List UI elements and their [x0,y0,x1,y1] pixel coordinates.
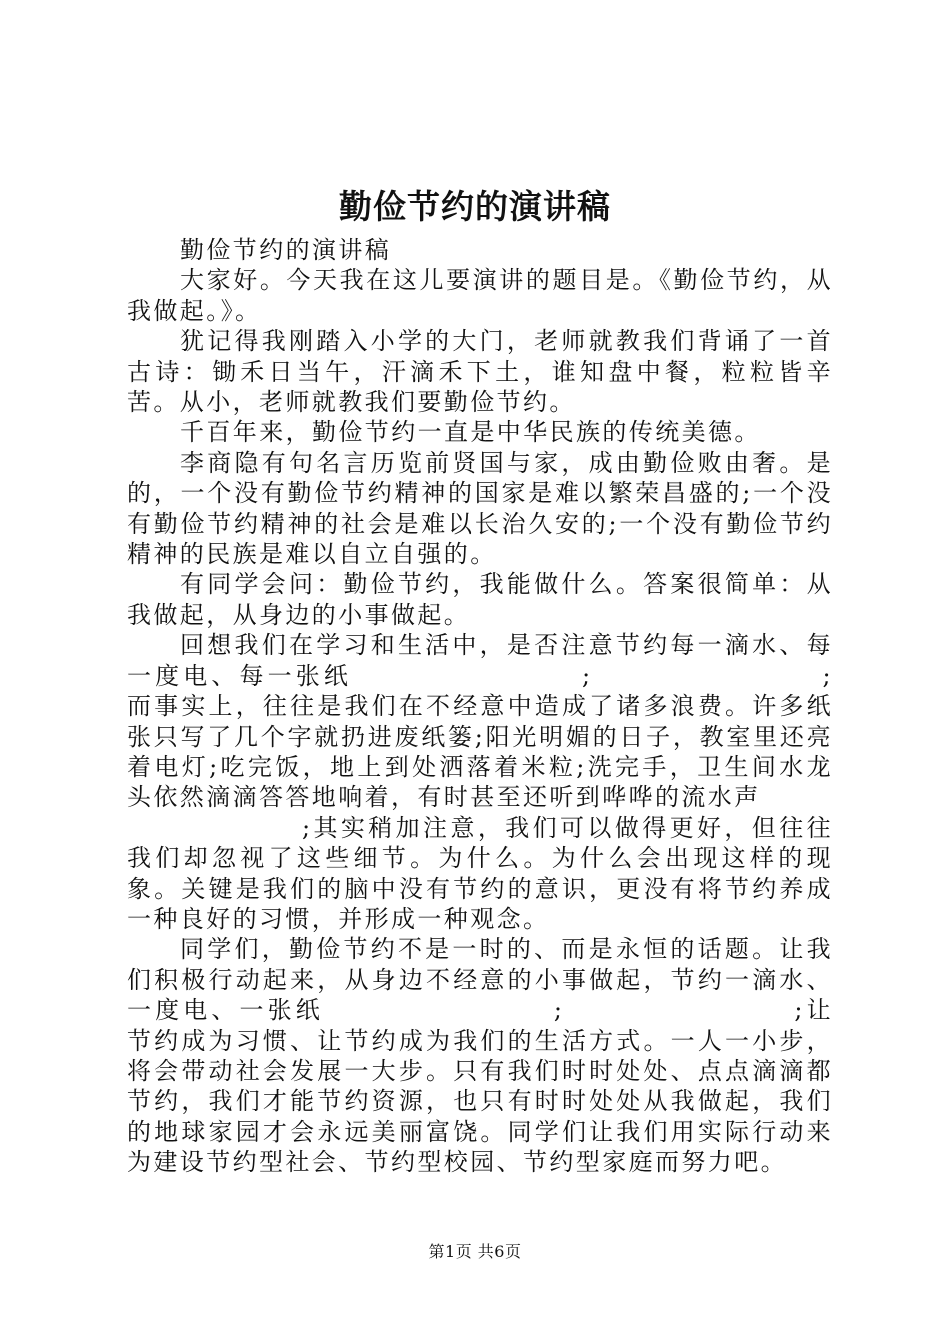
paragraph-waste-separator: ; [582,661,593,690]
document-body [127,235,833,1178]
paragraph-greeting: 大家好。今天我在这儿要演讲的题目是。《勤俭节约，从我做起。》。 [127,266,833,325]
document-title: 勤俭节约的演讲稿 [339,187,611,226]
paragraph-action-part2: ;让节约成为习惯、让节约成为我们的生活方式。一人一小步，将会带动社会发展一大步。只有我们时时处处、点点滴滴都节约，我们才能节约资源，也只有时时处处从我做起，我们的地球家园才会永远美丽富饶。同学们让我们用实际行动来为建设节约型社会、节约型校园、节约型家庭而努力吧。 [127,996,833,1177]
paragraph-waste-part3: ;其实稍加注意，我们可以做得更好，但往往我们却忽视了这些细节。为什么。为什么会出现这样的现象。关键是我们的脑中没有节约的意识，更没有将节约养成一种良好的习惯，并形成一种观念。 [127,813,833,933]
paragraph-waste-part2: ;而事实上，往往是我们在不经意中造成了诸多浪费。许多纸张只写了几个字就扔进废纸篓;阳光明媚的日子，教室里还亮着电灯;吃完饭，地上到处洒落着米粒;洗完手，卫生间水龙头依然滴滴答答地响着，有时甚至还听到哗哗的流水声 [127,661,833,812]
paragraph-action-part1: 同学们，勤俭节约不是一时的、而是永恒的话题。让我们积极行动起来，从身边不经意的小事做起，节约一滴水、一度电、一张纸 [127,935,833,1025]
page-number-footer: 第1页 共6页 [428,1242,522,1261]
paragraph-waste [127,630,833,934]
paragraph-call-to-action [127,934,833,1177]
paragraph-waste-part1: 回想我们在学习和生活中，是否注意节约每一滴水、每一度电、每一张纸 [127,631,833,690]
paragraph-quote: 李商隐有句名言历览前贤国与家，成由勤俭败由奢。是的，一个没有勤俭节约精神的国家是难以繁荣昌盛的;一个没有勤俭节约精神的社会是难以长治久安的;一个没有勤俭节约精神的民族是难以自立自强的。 [127,448,833,569]
paragraph-poem: 犹记得我刚踏入小学的大门，老师就教我们背诵了一首古诗：锄禾日当午，汗滴禾下土，谁知盘中餐，粒粒皆辛苦。从小，老师就教我们要勤俭节约。 [127,327,833,417]
document-subtitle: 勤俭节约的演讲稿 [180,236,392,264]
paragraph-tradition: 千百年来，勤俭节约一直是中华民族的传统美德。 [180,418,761,447]
paragraph-action-separator: ; [553,996,565,1025]
paragraph-question: 有同学会问：勤俭节约，我能做什么。答案很简单：从我做起，从身边的小事做起。 [127,570,833,629]
